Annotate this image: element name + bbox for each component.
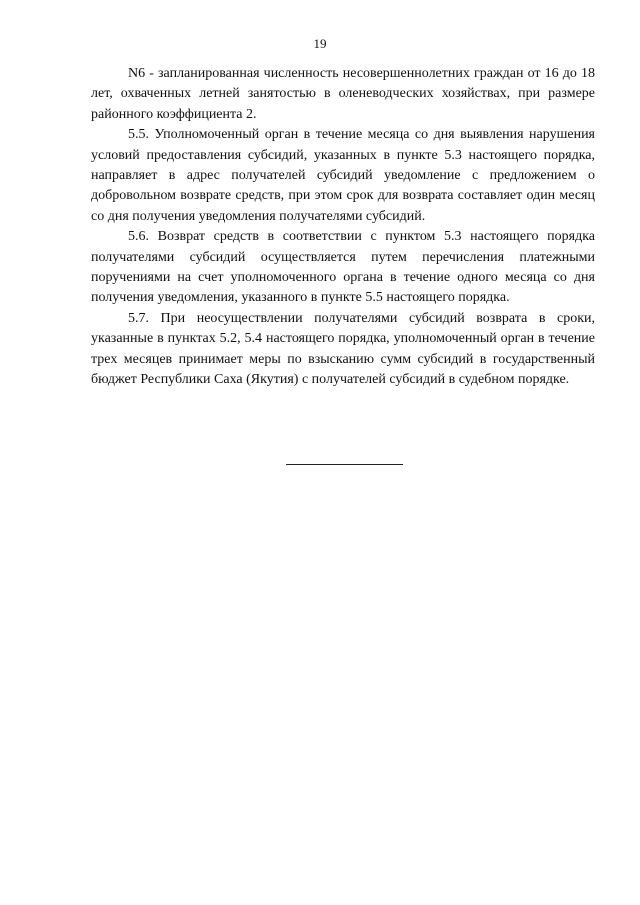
end-separator-line: [286, 464, 403, 465]
paragraph-n6: N6 - запланированная численность несовершеннолетних граждан от 16 до 18 лет, охваченных летней занятостью в оленеводческих хозяйствах, при размере районного коэффициента 2.: [91, 66, 595, 122]
paragraph-5-7: 5.7. При неосуществлении получателями субсидий возврата в сроки, указанные в пунктах 5.2, 5.4 настоящего порядка, уполномоченный орган в течение трех месяцев принимает меры по взысканию сумм субсидий в государственный бюджет Республики Саха (Якутия) с получателей субсидий в судебном порядке.: [91, 310, 595, 388]
page-number: 19: [313, 36, 327, 51]
paragraph-5-6: 5.6. Возврат средств в соответствии с пунктом 5.3 настоящего порядка получателями субсидий осуществляется путем перечисления платежными поручениями на счет уполномоченного органа в течение одного месяца со дня получения уведомления, указанного в пункте 5.5 настоящего порядка.: [91, 229, 595, 306]
document-body: [91, 64, 595, 391]
paragraph-5-5: 5.5. Уполномоченный орган в течение месяца со дня выявления нарушения условий предоставления субсидий, указанных в пункте 5.3 настоящего порядка, направляет в адрес получателей субсидий уведомление с предложением о добровольном возврате средств, при этом срок для возврата составляет один месяц со дня получения уведомления получателями субсидий.: [91, 127, 595, 224]
